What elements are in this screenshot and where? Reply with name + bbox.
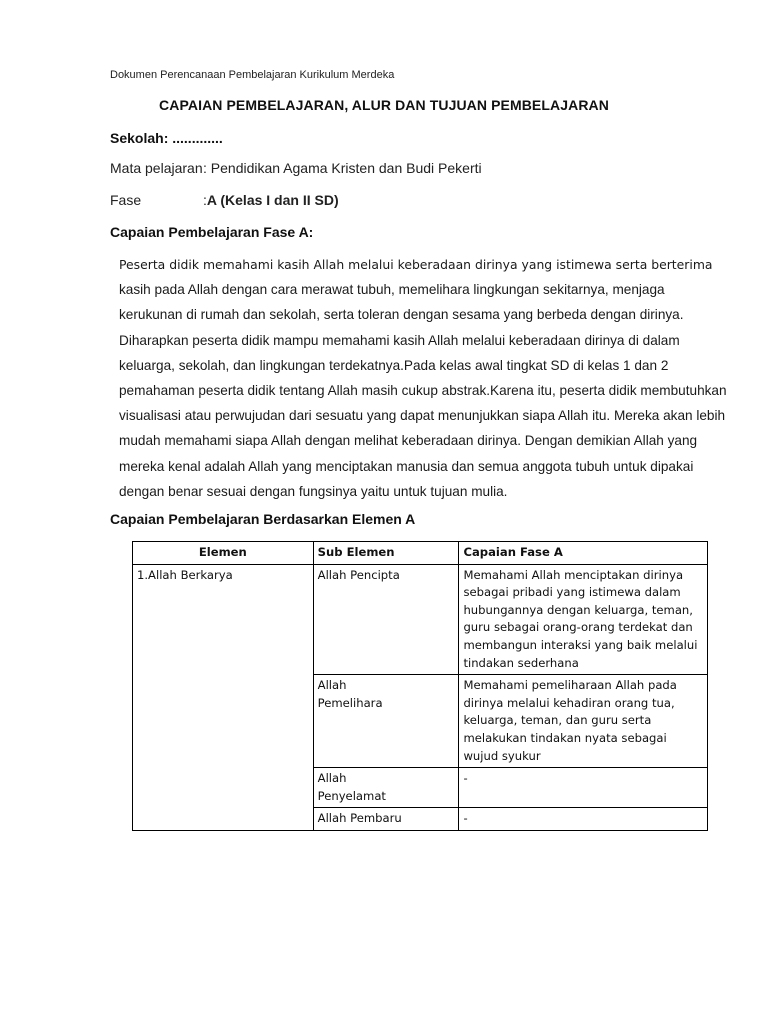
header-sub-elemen: Sub Elemen [313, 542, 459, 565]
fase-label: Fase [110, 192, 142, 208]
sub-elemen-line: Penyelamat [317, 788, 386, 803]
sub-elemen-cell [313, 808, 459, 831]
capaian-line: membangun interaksi yang baik melalui [463, 637, 698, 652]
sekolah-field: Sekolah: ............. [110, 130, 223, 146]
capaian-line: Memahami Allah menciptakan dirinya [463, 567, 684, 582]
fase-colon: : [203, 192, 207, 208]
sub-elemen-line: Pemelihara [317, 695, 383, 710]
header-elemen: Elemen [133, 542, 314, 565]
capaian-elemen-heading: Capaian Pembelajaran Berdasarkan Elemen A [110, 511, 416, 527]
paragraph-line: Diharapkan peserta didik mampu memahami kasih Allah melalui keberadaan dirinya di dalam [119, 332, 680, 348]
capaian-line: - [463, 811, 468, 826]
capaian-line: sebagai pribadi yang istimewa dalam [463, 585, 681, 600]
mata-pelajaran-value: : Pendidikan Agama Kristen dan Budi Pekerti [203, 160, 482, 176]
elemen-cell: 1.Allah Berkarya [133, 564, 314, 830]
mata-pelajaran-label: Mata pelajaran [110, 160, 203, 176]
capaian-line: melakukan tindakan nyata sebagai [463, 730, 667, 745]
capaian-cell [459, 768, 708, 808]
capaian-line: tindakan sederhana [463, 655, 579, 670]
fase-value-wrap [203, 192, 339, 208]
capaian-line: guru sebagai orang-orang terdekat dan [463, 620, 693, 635]
sub-elemen-cell [313, 675, 459, 768]
sub-elemen-line: Allah [317, 678, 347, 693]
paragraph-line: Peserta didik memahami kasih Allah melalui keberadaan dirinya yang istimewa serta berterima [119, 257, 713, 272]
capaian-line: dirinya melalui kehadiran orang tua, [463, 695, 675, 710]
capaian-line: wujud syukur [463, 748, 541, 763]
capaian-line: - [463, 771, 468, 786]
capaian-line: hubungannya dengan keluarga, teman, [463, 602, 693, 617]
capaian-fase-heading: Capaian Pembelajaran Fase A: [110, 224, 314, 240]
sub-elemen-cell [313, 564, 459, 675]
capaian-cell [459, 675, 708, 768]
sub-elemen-cell [313, 768, 459, 808]
capaian-fase-paragraph [119, 252, 727, 504]
paragraph-line: dengan benar sesuai dengan fungsinya yaitu untuk tujuan mulia. [119, 483, 508, 499]
paragraph-line: pemahaman peserta didik tentang Allah masih cukup abstrak.Karena itu, peserta didik membutuhkan [119, 383, 727, 399]
capaian-line: keluarga, teman, dan guru serta [463, 713, 652, 728]
sub-elemen-line: Allah Pencipta [317, 567, 400, 582]
document-header-label: Dokumen Perencanaan Pembelajaran Kurikulum Merdeka [110, 69, 395, 81]
paragraph-line: kasih pada Allah dengan cara merawat tubuh, memelihara lingkungan sekitarnya, menjaga [119, 282, 665, 298]
capaian-line: Memahami pemeliharaan Allah pada [463, 678, 677, 693]
fase-value: A (Kelas I dan II SD) [206, 192, 339, 208]
header-capaian-fase: Capaian Fase A [459, 542, 708, 565]
sub-elemen-line: Allah Pembaru [317, 811, 402, 826]
capaian-elemen-table [132, 541, 708, 831]
paragraph-line: visualisasi atau perwujudan dari sesuatu yang dapat menunjukkan siapa Allah itu. Mereka akan lebih [119, 408, 726, 424]
paragraph-line: kerukunan di rumah dan sekolah, serta toleran dengan sesama yang berbeda dengan dirinya. [119, 307, 684, 323]
paragraph-line: keluarga, sekolah, dan lingkungan terdekatnya.Pada kelas awal tingkat SD di kelas 1 dan 2 [119, 357, 669, 373]
document-title: CAPAIAN PEMBELAJARAN, ALUR DAN TUJUAN PEMBELAJARAN [159, 97, 609, 113]
table-header-row [133, 542, 708, 565]
paragraph-line: mereka kenal adalah Allah yang menciptakan manusia dan semua anggota tubuh untuk dipakai [119, 458, 694, 474]
paragraph-line: mudah memahami siapa Allah dengan melihat keberadaan dirinya. Dengan demikian Allah yang [119, 433, 698, 449]
table-row [133, 564, 708, 675]
sub-elemen-line: Allah [317, 771, 347, 786]
capaian-cell [459, 564, 708, 675]
capaian-cell [459, 808, 708, 831]
